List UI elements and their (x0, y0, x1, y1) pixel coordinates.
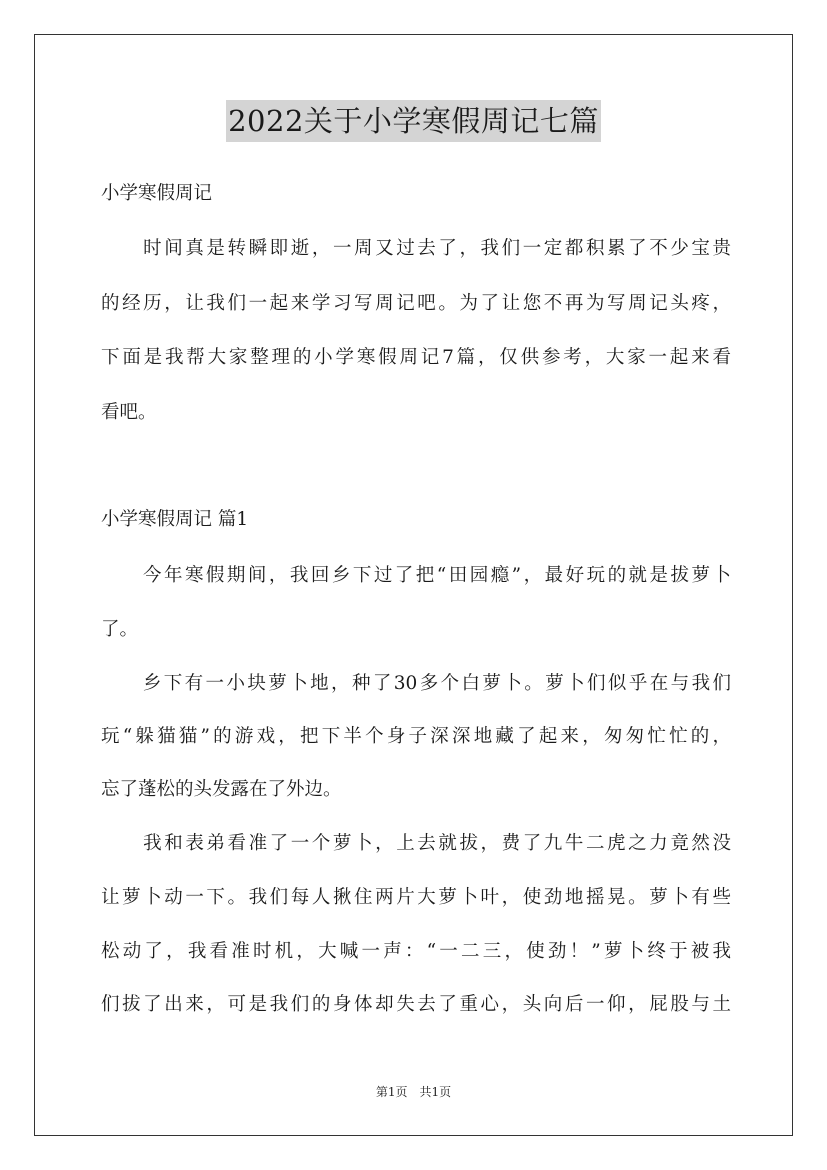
paragraph-line: 看吧。 (101, 402, 157, 423)
section-heading: 小学寒假周记 (101, 183, 213, 204)
paragraph-line: 了。 (101, 619, 139, 640)
paragraph-line: 乡下有一小块萝卜地，种了30多个白萝卜。萝卜们似乎在与我们 (101, 673, 731, 694)
paragraph-line: 时间真是转瞬即逝，一周又过去了，我们一定都积累了不少宝贵 (101, 238, 731, 259)
page-footer: 第1页 共1页 (375, 1085, 452, 1099)
title-container (0, 100, 827, 142)
paragraph-line: 今年寒假期间，我回乡下过了把“田园瘾”，最好玩的就是拔萝卜 (101, 565, 731, 586)
paragraph-line: 们拔了出来，可是我们的身体却失去了重心，头向后一仰，屁股与土 (101, 994, 731, 1015)
paragraph-line: 玩“躲猫猫”的游戏，把下半个身子深深地藏了起来，匆匆忙忙的， (101, 726, 731, 747)
paragraph-line: 让萝卜动一下。我们每人揪住两片大萝卜叶，使劲地摇晃。萝卜有些 (101, 887, 731, 908)
document-title: 2022关于小学寒假周记七篇 (226, 100, 601, 142)
paragraph-line: 我和表弟看准了一个萝卜，上去就拔，费了九牛二虎之力竟然没 (101, 833, 731, 854)
paragraph-line: 松动了，我看准时机，大喊一声：“一二三，使劲！”萝卜终于被我 (101, 941, 731, 962)
paragraph-line: 下面是我帮大家整理的小学寒假周记7篇，仅供参考，大家一起来看 (101, 347, 731, 368)
paragraph-line: 忘了蓬松的头发露在了外边。 (101, 779, 342, 800)
paragraph-line: 的经历，让我们一起来学习写周记吧。为了让您不再为写周记头疼， (101, 293, 731, 314)
section-heading: 小学寒假周记 篇1 (101, 509, 249, 530)
